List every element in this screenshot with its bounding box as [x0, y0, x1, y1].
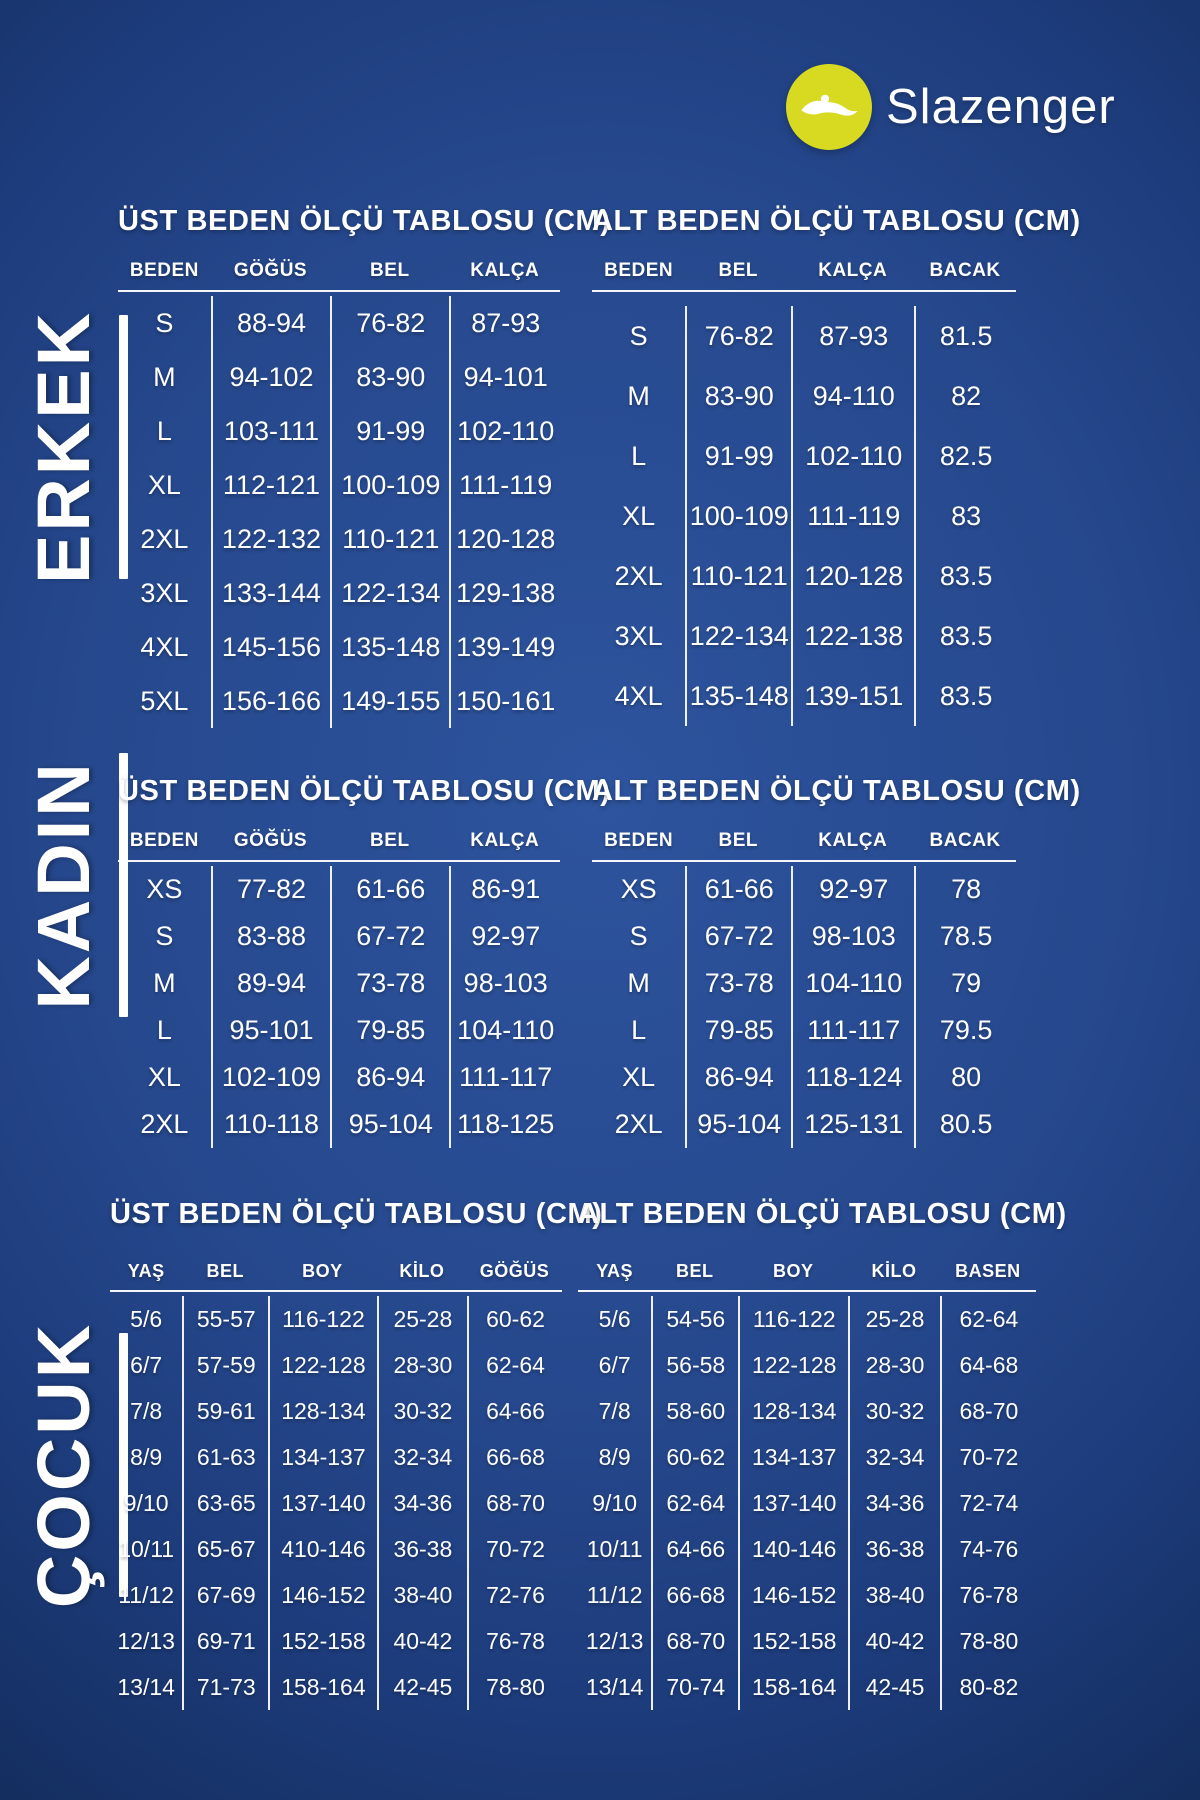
measurement-cell: 135-148 [330, 620, 449, 674]
kids-lower-body-size-table [578, 1198, 1067, 1710]
size-cell: 7/8 [130, 1397, 163, 1424]
measurement-cell: 63-65 [182, 1480, 268, 1526]
measurement-cell: 28-30 [848, 1342, 940, 1388]
measurement-cell: 89-94 [211, 960, 330, 1007]
size-cell: 12/13 [585, 1627, 644, 1654]
size-cell: XL [147, 469, 181, 500]
measurement-cell: 91-99 [330, 404, 449, 458]
column-header: BEL [206, 1261, 244, 1281]
measurement-cell: 129-138 [449, 566, 560, 620]
measurement-cell: 98-103 [791, 913, 914, 960]
size-cell: M [627, 968, 650, 998]
column-header: KALÇA [818, 830, 888, 851]
measurement-cell: 80.5 [914, 1101, 1016, 1148]
measurement-cell: 145-156 [211, 620, 330, 674]
table-header-row [118, 830, 560, 862]
size-table [592, 260, 1016, 726]
measurement-cell: 80 [914, 1054, 1016, 1101]
measurement-cell: 62-64 [651, 1480, 738, 1526]
measurement-cell: 410-146 [268, 1526, 376, 1572]
size-cell: 5XL [140, 685, 189, 716]
column-header: BEDEN [129, 260, 199, 281]
measurement-cell: 83-90 [330, 350, 449, 404]
measurement-cell: 79 [914, 960, 1016, 1007]
measurement-cell: 82 [914, 366, 1016, 426]
measurement-cell: 122-128 [268, 1342, 376, 1388]
size-cell: 11/12 [118, 1581, 175, 1608]
table-body [592, 866, 1016, 1148]
measurement-cell: 30-32 [377, 1388, 467, 1434]
measurement-cell: 146-152 [268, 1572, 376, 1618]
column-header: KALÇA [818, 260, 888, 281]
column-header: BEDEN [604, 830, 674, 851]
measurement-cell: 111-117 [449, 1054, 560, 1101]
table-header-row [578, 1261, 1036, 1292]
measurement-cell: 112-121 [211, 458, 330, 512]
table-body [110, 1296, 562, 1710]
measurement-cell: 59-61 [182, 1388, 268, 1434]
size-cell: L [156, 415, 172, 446]
measurement-cell: 67-72 [330, 913, 449, 960]
measurement-cell: 83 [914, 486, 1016, 546]
measurement-cell: 40-42 [377, 1618, 467, 1664]
measurement-cell: 134-137 [738, 1434, 848, 1480]
measurement-cell: 158-164 [268, 1664, 376, 1710]
measurement-cell: 67-72 [685, 913, 791, 960]
measurement-cell: 94-102 [211, 350, 330, 404]
column-header: BEDEN [129, 830, 199, 851]
column-header: BEL [676, 1261, 714, 1281]
measurement-cell: 77-82 [211, 866, 330, 913]
section-label-text: ERKEK [21, 309, 105, 585]
column-header: YAŞ [596, 1261, 634, 1281]
measurement-cell: 86-94 [330, 1054, 449, 1101]
measurement-cell: 91-99 [685, 426, 791, 486]
table-body [118, 296, 560, 728]
size-cell: 4XL [140, 631, 189, 662]
measurement-cell: 137-140 [738, 1480, 848, 1526]
measurement-cell: 70-72 [940, 1434, 1036, 1480]
measurement-cell: 83.5 [914, 546, 1016, 606]
brand-logo [786, 64, 1116, 150]
measurement-cell: 61-63 [182, 1434, 268, 1480]
measurement-cell: 61-66 [330, 866, 449, 913]
measurement-cell: 87-93 [791, 306, 914, 366]
size-cell: 13/14 [117, 1673, 175, 1700]
measurement-cell: 73-78 [685, 960, 791, 1007]
measurement-cell: 32-34 [377, 1434, 467, 1480]
section-label-kadin [19, 735, 129, 1035]
table-title: ÜST BEDEN ÖLÇÜ TABLOSU (CM) [118, 205, 611, 237]
size-cell: 2XL [140, 1109, 189, 1139]
measurement-cell: 73-78 [330, 960, 449, 1007]
measurement-cell: 122-134 [685, 606, 791, 666]
measurement-cell: 122-132 [211, 512, 330, 566]
size-cell: 2XL [614, 1109, 663, 1139]
measurement-cell: 78-80 [940, 1618, 1036, 1664]
measurement-cell: 83.5 [914, 666, 1016, 726]
size-cell: 4XL [614, 680, 663, 711]
table-header-row [118, 260, 560, 292]
measurement-cell: 86-94 [685, 1054, 791, 1101]
measurement-cell: 100-109 [685, 486, 791, 546]
column-header: BEL [370, 260, 410, 281]
measurement-cell: 54-56 [651, 1296, 738, 1342]
measurement-cell: 102-109 [211, 1054, 330, 1101]
measurement-cell: 120-128 [791, 546, 914, 606]
measurement-cell: 111-119 [791, 486, 914, 546]
measurement-cell: 64-66 [467, 1388, 562, 1434]
size-table [578, 1261, 1036, 1710]
size-table [110, 1261, 562, 1710]
section-label-text: KADIN [21, 760, 105, 1010]
measurement-cell: 92-97 [449, 913, 560, 960]
measurement-cell: 118-124 [791, 1054, 914, 1101]
measurement-cell: 61-66 [685, 866, 791, 913]
measurement-cell: 92-97 [791, 866, 914, 913]
size-cell: 13/14 [585, 1673, 644, 1700]
measurement-cell: 134-137 [268, 1434, 376, 1480]
measurement-cell: 152-158 [738, 1618, 848, 1664]
size-cell: XL [147, 1062, 181, 1092]
measurement-cell: 83.5 [914, 606, 1016, 666]
size-cell: XS [620, 874, 657, 904]
column-header: BEL [370, 830, 410, 851]
size-cell: S [629, 921, 648, 951]
measurement-cell: 87-93 [449, 296, 560, 350]
size-cell: 8/9 [598, 1443, 631, 1470]
measurement-cell: 122-128 [738, 1342, 848, 1388]
measurement-cell: 116-122 [268, 1296, 376, 1342]
measurement-cell: 83-90 [685, 366, 791, 426]
table-title: ALT BEDEN ÖLÇÜ TABLOSU (CM) [592, 775, 1081, 807]
measurement-cell: 156-166 [211, 674, 330, 728]
size-table [118, 830, 560, 1148]
measurement-cell: 38-40 [848, 1572, 940, 1618]
size-table [592, 830, 1016, 1148]
measurement-cell: 150-161 [449, 674, 560, 728]
measurement-cell: 71-73 [182, 1664, 268, 1710]
measurement-cell: 72-76 [467, 1572, 562, 1618]
measurement-cell: 116-122 [738, 1296, 848, 1342]
measurement-cell: 135-148 [685, 666, 791, 726]
measurement-cell: 95-104 [330, 1101, 449, 1148]
size-cell: 10/11 [586, 1535, 643, 1562]
measurement-cell: 30-32 [848, 1388, 940, 1434]
size-cell: 2XL [614, 560, 663, 591]
size-cell: 5/6 [598, 1305, 631, 1332]
measurement-cell: 82.5 [914, 426, 1016, 486]
measurement-cell: 76-82 [685, 306, 791, 366]
measurement-cell: 103-111 [211, 404, 330, 458]
men-lower-body-size-table [592, 205, 1081, 726]
measurement-cell: 137-140 [268, 1480, 376, 1526]
women-lower-body-size-table [592, 775, 1081, 1148]
measurement-cell: 38-40 [377, 1572, 467, 1618]
column-header: BACAK [929, 260, 1001, 281]
measurement-cell: 104-110 [791, 960, 914, 1007]
column-header: BEL [718, 830, 759, 851]
measurement-cell: 102-110 [449, 404, 560, 458]
measurement-cell: 110-121 [330, 512, 449, 566]
measurement-cell: 94-110 [791, 366, 914, 426]
measurement-cell: 149-155 [330, 674, 449, 728]
measurement-cell: 83-88 [211, 913, 330, 960]
measurement-cell: 95-104 [685, 1101, 791, 1148]
column-header: BOY [772, 1261, 814, 1281]
measurement-cell: 64-66 [651, 1526, 738, 1572]
measurement-cell: 110-121 [685, 546, 791, 606]
measurement-cell: 158-164 [738, 1664, 848, 1710]
size-cell: 9/10 [123, 1489, 169, 1516]
size-cell: 6/7 [130, 1351, 163, 1378]
measurement-cell: 120-128 [449, 512, 560, 566]
measurement-cell: 128-134 [738, 1388, 848, 1434]
measurement-cell: 79-85 [685, 1007, 791, 1054]
measurement-cell: 65-67 [182, 1526, 268, 1572]
measurement-cell: 67-69 [182, 1572, 268, 1618]
measurement-cell: 70-72 [467, 1526, 562, 1572]
measurement-cell: 95-101 [211, 1007, 330, 1054]
measurement-cell: 42-45 [377, 1664, 467, 1710]
column-header: BEDEN [604, 260, 674, 281]
size-cell: 2XL [140, 523, 189, 554]
measurement-cell: 111-119 [449, 458, 560, 512]
measurement-cell: 80-82 [940, 1664, 1036, 1710]
size-cell: 9/10 [592, 1489, 638, 1516]
size-cell: 5/6 [130, 1305, 163, 1332]
measurement-cell: 76-78 [467, 1618, 562, 1664]
measurement-cell: 98-103 [449, 960, 560, 1007]
column-header: BEL [718, 260, 759, 281]
measurement-cell: 81.5 [914, 306, 1016, 366]
size-cell: XS [146, 874, 183, 904]
size-cell: XL [622, 1062, 656, 1092]
measurement-cell: 140-146 [738, 1526, 848, 1572]
table-body [578, 1296, 1036, 1710]
measurement-cell: 122-138 [791, 606, 914, 666]
size-cell: 6/7 [598, 1351, 631, 1378]
measurement-cell: 55-57 [182, 1296, 268, 1342]
size-cell: 7/8 [598, 1397, 631, 1424]
size-cell: M [627, 380, 650, 411]
measurement-cell: 118-125 [449, 1101, 560, 1148]
measurement-cell: 66-68 [467, 1434, 562, 1480]
size-cell: 12/13 [117, 1627, 175, 1654]
measurement-cell: 66-68 [651, 1572, 738, 1618]
measurement-cell: 86-91 [449, 866, 560, 913]
table-title: ÜST BEDEN ÖLÇÜ TABLOSU (CM) [110, 1198, 603, 1230]
measurement-cell: 133-144 [211, 566, 330, 620]
measurement-cell: 94-101 [449, 350, 560, 404]
measurement-cell: 111-117 [791, 1007, 914, 1054]
table-header-row [110, 1261, 562, 1292]
women-upper-body-size-table [118, 775, 611, 1148]
measurement-cell: 25-28 [848, 1296, 940, 1342]
size-cell: 11/12 [586, 1581, 643, 1608]
measurement-cell: 102-110 [791, 426, 914, 486]
column-header: BOY [302, 1261, 343, 1281]
measurement-cell: 74-76 [940, 1526, 1036, 1572]
table-title: ALT BEDEN ÖLÇÜ TABLOSU (CM) [592, 205, 1081, 237]
measurement-cell: 28-30 [377, 1342, 467, 1388]
measurement-cell: 88-94 [211, 296, 330, 350]
measurement-cell: 34-36 [848, 1480, 940, 1526]
measurement-cell: 64-68 [940, 1342, 1036, 1388]
measurement-cell: 62-64 [467, 1342, 562, 1388]
table-title: ÜST BEDEN ÖLÇÜ TABLOSU (CM) [118, 775, 611, 807]
measurement-cell: 125-131 [791, 1101, 914, 1148]
measurement-cell: 36-38 [377, 1526, 467, 1572]
size-cell: L [156, 1015, 172, 1045]
measurement-cell: 100-109 [330, 458, 449, 512]
section-label-text: ÇOCUK [21, 1321, 105, 1609]
measurement-cell: 76-82 [330, 296, 449, 350]
measurement-cell: 25-28 [377, 1296, 467, 1342]
measurement-cell: 60-62 [651, 1434, 738, 1480]
column-header: YAŞ [127, 1261, 165, 1281]
column-header: GÖĞÜS [233, 830, 308, 851]
size-cell: XL [622, 500, 656, 531]
table-header-row [592, 260, 1016, 292]
measurement-cell: 68-70 [651, 1618, 738, 1664]
measurement-cell: 60-62 [467, 1296, 562, 1342]
measurement-cell: 78 [914, 866, 1016, 913]
kids-upper-body-size-table [110, 1198, 603, 1710]
measurement-cell: 79.5 [914, 1007, 1016, 1054]
column-header: GÖĞÜS [479, 1261, 550, 1281]
size-cell: 3XL [140, 577, 189, 608]
leaping-panther-icon [786, 64, 872, 150]
brand-wordmark: Slazenger [886, 80, 1116, 134]
measurement-cell: 72-74 [940, 1480, 1036, 1526]
size-cell: M [153, 968, 176, 998]
column-header: KALÇA [470, 260, 540, 281]
measurement-cell: 42-45 [848, 1664, 940, 1710]
measurement-cell: 70-74 [651, 1664, 738, 1710]
measurement-cell: 78.5 [914, 913, 1016, 960]
size-cell: 10/11 [118, 1535, 175, 1562]
size-cell: L [631, 1015, 647, 1045]
measurement-cell: 58-60 [651, 1388, 738, 1434]
table-header-row [592, 830, 1016, 862]
size-cell: L [631, 440, 647, 471]
section-label-erkek [19, 297, 129, 597]
measurement-cell: 104-110 [449, 1007, 560, 1054]
size-table [118, 260, 560, 728]
measurement-cell: 69-71 [182, 1618, 268, 1664]
measurement-cell: 139-149 [449, 620, 560, 674]
size-cell: S [629, 320, 648, 351]
column-header: GÖĞÜS [233, 260, 308, 281]
size-cell: S [155, 921, 174, 951]
measurement-cell: 78-80 [467, 1664, 562, 1710]
measurement-cell: 68-70 [467, 1480, 562, 1526]
measurement-cell: 36-38 [848, 1526, 940, 1572]
measurement-cell: 122-134 [330, 566, 449, 620]
measurement-cell: 139-151 [791, 666, 914, 726]
measurement-cell: 110-118 [211, 1101, 330, 1148]
size-cell: 3XL [614, 620, 663, 651]
size-cell: 8/9 [130, 1443, 163, 1470]
measurement-cell: 76-78 [940, 1572, 1036, 1618]
measurement-cell: 34-36 [377, 1480, 467, 1526]
table-title: ALT BEDEN ÖLÇÜ TABLOSU (CM) [578, 1198, 1067, 1230]
measurement-cell: 68-70 [940, 1388, 1036, 1434]
column-header: KALÇA [470, 830, 540, 851]
column-header: KİLO [399, 1261, 445, 1281]
column-header: BACAK [929, 830, 1001, 851]
size-cell: S [155, 307, 174, 338]
column-header: KİLO [871, 1261, 917, 1281]
men-upper-body-size-table [118, 205, 611, 728]
measurement-cell: 128-134 [268, 1388, 376, 1434]
column-header: BASEN [955, 1261, 1021, 1281]
size-cell: M [153, 361, 176, 392]
measurement-cell: 146-152 [738, 1572, 848, 1618]
measurement-cell: 62-64 [940, 1296, 1036, 1342]
measurement-cell: 56-58 [651, 1342, 738, 1388]
measurement-cell: 32-34 [848, 1434, 940, 1480]
measurement-cell: 79-85 [330, 1007, 449, 1054]
measurement-cell: 152-158 [268, 1618, 376, 1664]
table-body [118, 866, 560, 1148]
table-body [592, 306, 1016, 726]
measurement-cell: 57-59 [182, 1342, 268, 1388]
measurement-cell: 40-42 [848, 1618, 940, 1664]
